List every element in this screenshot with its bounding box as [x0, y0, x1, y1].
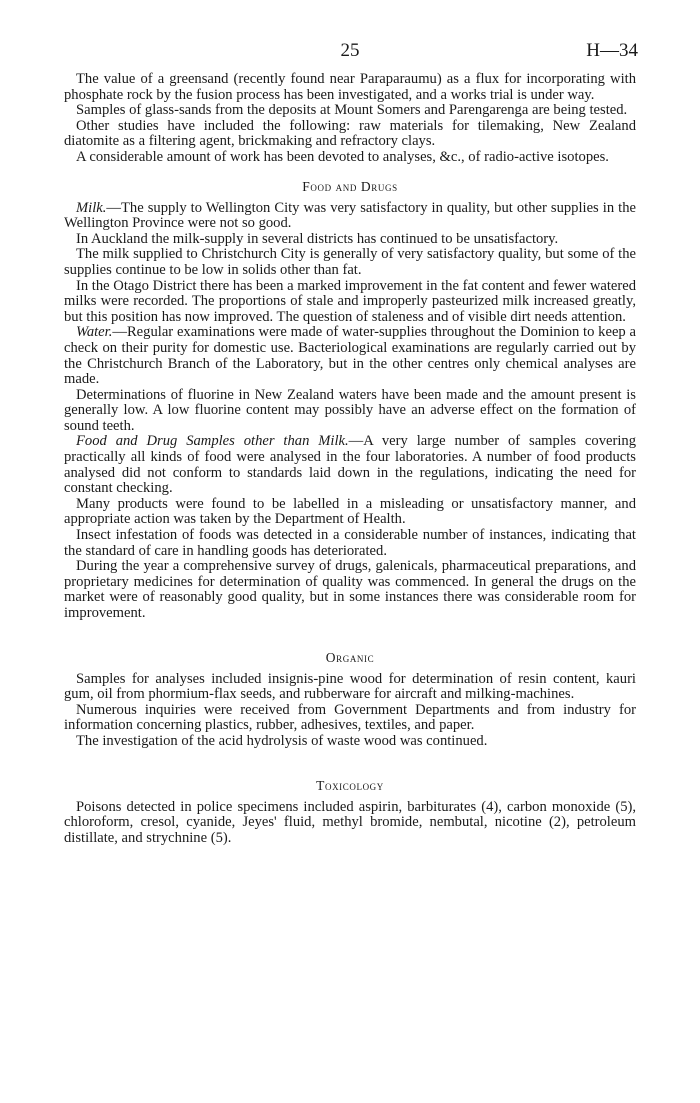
intro-section [64, 72, 636, 166]
paragraph: The milk supplied to Christchurch City is generally of very satisfactory quality, but some of the supplies continue to be low in solids other than fat. [64, 246, 636, 278]
paragraph: The value of a greensand (recently found near Paraparaumu) as a flux for incorporating with phosphate rock by the fusion process has been investigated, and a works trial is under way. [64, 71, 636, 103]
paragraph: In Auckland the milk-supply in several districts has continued to be unsatisfactory. [76, 230, 559, 247]
organic-section [64, 672, 636, 750]
paragraph: In the Otago District there has been a marked improvement in the fat content and fewer watered milks were recorded. The proportions of stale and improperly pasteurized milk increased greatly, but this position has now improved. The question of staleness and of visible dirt needs attention. [64, 277, 637, 325]
paragraph-water: Water.—Regular examinations were made of water-supplies throughout the Dominion to keep a check on their purity for domestic use. Bacteriological examinations are regularly carried out by the Christchurch Branch of the Laboratory, but in the other centres only chemical analyses are made. [64, 324, 636, 388]
page-header [64, 40, 636, 64]
paragraph: The investigation of the acid hydrolysis of waste wood was continued. [76, 732, 488, 749]
section-heading-food-and-drugs: Food and Drugs [302, 178, 398, 194]
section-heading-organic: Organic [325, 649, 375, 665]
paragraph-food-drug-samples: Food and Drug Samples other than Milk.—A very large number of samples covering practically all kinds of food were analysed in the four laboratories. A number of food products analysed did not conform to standards laid down in the regulations, indicating the need for constant checking. [64, 433, 636, 497]
paragraph: Many products were found to be labelled in a misleading or unsatisfactory manner, and appropriate action was taken by the Department of Health. [64, 495, 636, 528]
document-page [64, 40, 636, 846]
run-in-heading: Water. [76, 324, 113, 341]
paragraph: Numerous inquiries were received from Government Departments and from industry for information concerning plastics, rubber, adhesives, textiles, and paper. [64, 701, 636, 734]
run-in-heading: Milk. [76, 199, 107, 216]
paragraph: Samples of glass-sands from the deposits at Mount Somers and Parengarenga are being tested. [76, 102, 628, 119]
food-and-drugs-section [64, 201, 636, 622]
page-number: 25 [340, 40, 360, 61]
paragraph: A considerable amount of work has been devoted to analyses, &c., of radio-active isotopes. [76, 148, 609, 165]
toxicology-section [64, 800, 636, 847]
paragraph: Determinations of fluorine in New Zealand waters have been made and the amount present is generally low. A low fluorine content may possibly have an adverse effect on the formation of sound teeth. [64, 386, 636, 434]
section-heading-toxicology: Toxicology [316, 777, 384, 793]
run-in-heading: Food and Drug Samples other than Milk. [76, 433, 349, 450]
document-reference: H—34 [586, 40, 638, 61]
paragraph: Other studies have included the following: raw materials for tilemaking, New Zealand diatomite as a filtering agent, brickmaking and refractory clays. [64, 117, 636, 150]
paragraph-milk: Milk.—The supply to Wellington City was very satisfactory in quality, but other supplies in the Wellington Province were not so good. [64, 199, 636, 232]
paragraph: Poisons detected in police specimens included aspirin, barbiturates (4), carbon monoxide (5), chloroform, cresol, cyanide, Jeyes' fluid, methyl bromide, nembutal, nicotine (2), petroleum distillate, and strychnine (5). [64, 798, 636, 846]
paragraph: During the year a comprehensive survey of drugs, galenicals, pharmaceutical preparations, and proprietary medicines for determination of quality was commenced. In general the drugs on the market were of reasonably good quality, but in some instances there was considerable room for improvement. [64, 558, 636, 621]
paragraph: Samples for analyses included insignis-pine wood for determination of resin content, kauri gum, oil from phormium-flax seeds, and rubberware for aircraft and milking-machines. [64, 670, 636, 703]
paragraph: Insect infestation of foods was detected in a considerable number of instances, indicating that the standard of care in handling goods has deteriorated. [64, 527, 636, 559]
